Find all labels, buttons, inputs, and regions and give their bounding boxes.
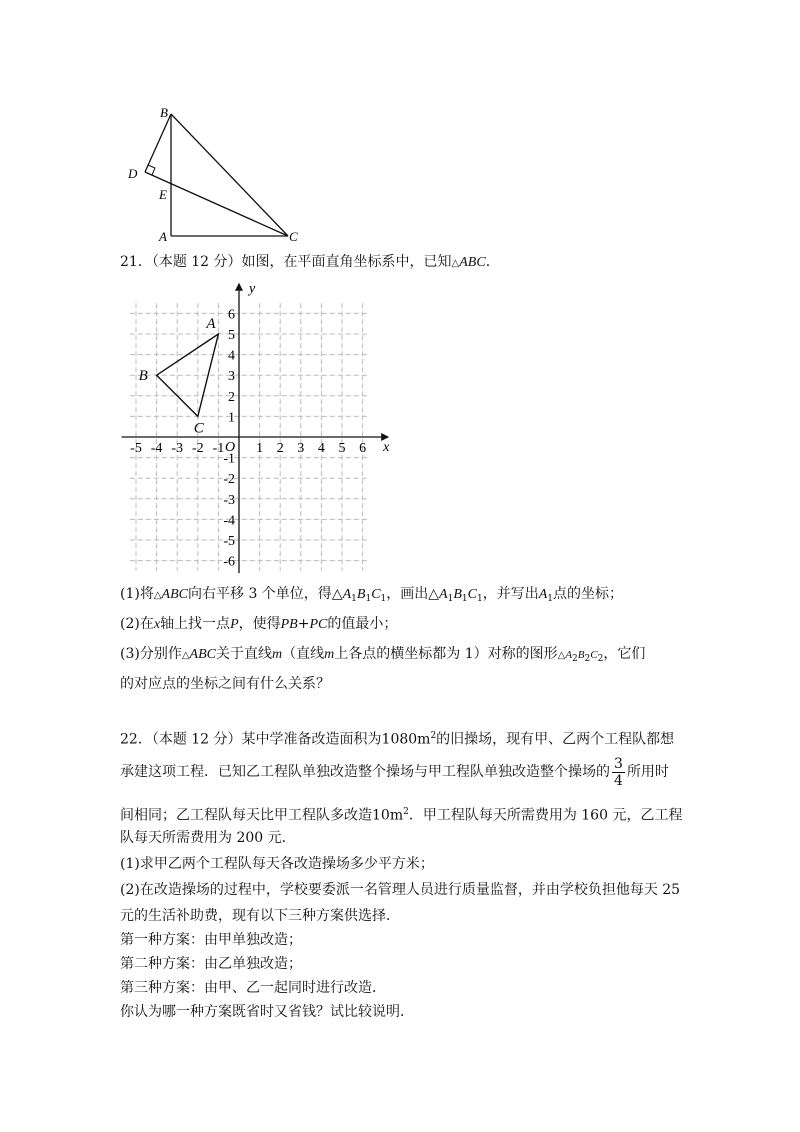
p1-i: ，画出 xyxy=(386,586,429,602)
x-tick-label: -1 xyxy=(212,441,225,456)
segment-bd xyxy=(145,114,171,172)
y-tick-label: -1 xyxy=(223,451,235,467)
y-tick-label: -3 xyxy=(223,492,235,508)
origin-label: O xyxy=(225,440,236,455)
p3-f: （直线 xyxy=(282,646,325,662)
x-tick-label: 1 xyxy=(256,441,264,456)
q22-line2 xyxy=(120,752,669,792)
segment-bc xyxy=(171,114,288,236)
x-tick-label: 6 xyxy=(359,441,367,456)
y-tick-label: 1 xyxy=(228,410,235,426)
y-tick-label: 2 xyxy=(228,389,235,405)
p1-a1-sub: 1 xyxy=(351,594,357,604)
p1-p: 点的坐标； xyxy=(553,586,624,602)
y-axis-arrow xyxy=(235,283,243,291)
p2-i: 的值最小； xyxy=(327,616,398,632)
q21-part3 xyxy=(120,644,645,669)
p1-c1-sub: 1 xyxy=(380,594,387,604)
vertex-label-b: B xyxy=(138,368,148,385)
q22-area-sup: 2 xyxy=(430,731,437,741)
p1-n: ，并写出 xyxy=(482,586,539,602)
q21-abc: ABC xyxy=(459,255,486,270)
p1-tri1: △ xyxy=(153,590,162,601)
x-tick-label: 3 xyxy=(297,441,305,456)
q22-line9: 第二种方案：由乙单独改造； xyxy=(120,956,302,972)
y-tick-label: 5 xyxy=(228,328,235,343)
p1-a: (1)将 xyxy=(120,586,154,602)
axes xyxy=(122,283,390,573)
q21-text: 21．（本题 12 分）如图，在平面直角坐标系中，已知 xyxy=(120,254,452,270)
vertex-label-c: C xyxy=(193,420,204,437)
p1-d: 向右平移 3 个单位，得 xyxy=(188,586,332,602)
p1-c1b-sub: 1 xyxy=(476,594,483,604)
fraction-three-quarters xyxy=(612,756,625,789)
p3-d: 关于直线 xyxy=(216,646,272,662)
segment-dc xyxy=(145,172,288,236)
p3-tri2: △ xyxy=(557,650,566,661)
p3-c2: C xyxy=(590,649,598,661)
frac-num: 3 xyxy=(614,755,623,772)
q22-l2a: 承建这项工程．已知乙工程队单独改造整个操场与甲工程队单独改造整个操场的 xyxy=(120,764,610,780)
q22-l3b: 10m xyxy=(372,807,404,824)
p1-b1b: B xyxy=(453,587,462,602)
p1-tri3: △ xyxy=(428,586,440,602)
q22-line4: 队每天所需费用为 200 元． xyxy=(120,830,296,846)
q21-part3-line2: 的对应点的坐标之间有什么关系？ xyxy=(120,676,330,692)
x-tick-label: -2 xyxy=(191,441,204,456)
label-c: C xyxy=(289,229,298,244)
p2-pb: PB xyxy=(280,617,298,632)
p3-b2: B xyxy=(577,649,585,661)
q22-l1a: 22．（本题 12 分）某中学准备改造面积为 xyxy=(120,731,382,748)
p1-b1-sub: 1 xyxy=(365,594,372,604)
y-tick-label: -4 xyxy=(223,513,235,529)
q22-l3c: ．甲工程队每天所需费用为 160 元，乙工程 xyxy=(408,807,683,824)
p3-a: (3)分别作 xyxy=(120,646,182,662)
triangle-figure xyxy=(120,100,310,248)
p3-a2: A xyxy=(565,649,573,661)
q22-line3 xyxy=(120,802,682,826)
q21-part1 xyxy=(120,584,623,609)
x-tick-label: 2 xyxy=(276,441,284,456)
x-tick-label: -3 xyxy=(171,441,184,456)
tick-labels xyxy=(130,282,390,570)
y-tick-label: 4 xyxy=(228,348,235,364)
p3-b2-sub: 2 xyxy=(584,654,591,664)
q22-line8: 第一种方案：由甲单独改造； xyxy=(120,932,302,948)
p1-c1b: C xyxy=(467,587,477,602)
q21-part2 xyxy=(120,614,397,635)
p2-p: P xyxy=(230,617,239,632)
p3-m2: m xyxy=(324,647,335,662)
q22-l3b-sup: 2 xyxy=(403,807,409,817)
p1-c1: C xyxy=(371,587,381,602)
p3-m: ，它们 xyxy=(603,646,646,662)
p1-b1: B xyxy=(356,587,366,602)
p1-a1b: A xyxy=(439,587,448,602)
label-b: B xyxy=(160,105,168,120)
p2-pc: PC xyxy=(309,617,328,632)
y-tick-label: -2 xyxy=(223,472,235,488)
x-tick-label: -5 xyxy=(130,441,142,456)
p1-a1c: A xyxy=(538,587,548,602)
y-tick-label: -5 xyxy=(223,534,235,549)
x-tick-label: 5 xyxy=(338,441,346,456)
vertex-label-a: A xyxy=(206,316,216,332)
q22-line1 xyxy=(120,726,674,750)
frac-den: 4 xyxy=(614,772,623,789)
triangle-symbol: △ xyxy=(451,258,460,269)
y-axis-label: y xyxy=(249,281,256,297)
p3-c2-sub: 2 xyxy=(597,654,604,664)
p3-tri1: △ xyxy=(181,650,190,661)
p1-a1c-sub: 1 xyxy=(547,594,554,604)
y-tick-label: 3 xyxy=(228,369,235,385)
q22-l2b: 所用时 xyxy=(626,764,669,780)
q21-period: ． xyxy=(485,254,500,270)
x-tick-label: 4 xyxy=(317,441,325,456)
p1-b1b-sub: 1 xyxy=(461,594,468,604)
q21-heading xyxy=(120,252,500,274)
p1-a1: A xyxy=(342,587,352,602)
label-d: D xyxy=(128,166,138,181)
p2-a: (2)在 xyxy=(120,616,154,632)
p1-abc: ABC xyxy=(161,587,188,602)
p2-x: x xyxy=(153,617,161,632)
p1-a1b-sub: 1 xyxy=(447,594,454,604)
p3-a2-sub: 2 xyxy=(572,654,578,664)
x-tick-label: -4 xyxy=(150,441,163,456)
q22-line7: 元的生活补助费，现有以下三种方案供选择． xyxy=(120,908,400,924)
x-axis-label: x xyxy=(383,440,390,455)
q22-l3a: 间相同；乙工程队每天比甲工程队多改造 xyxy=(120,807,372,824)
p3-m1: m xyxy=(272,647,283,662)
y-tick-label: 6 xyxy=(228,307,235,323)
q22-line11: 你认为哪一种方案既省时又省钱？试比较说明． xyxy=(120,1004,414,1020)
label-e: E xyxy=(159,187,167,202)
q22-l1c: 的旧操场，现有甲、乙两个工程队都想 xyxy=(436,731,675,748)
q22-area: 1080m xyxy=(381,731,431,748)
p2-plus: + xyxy=(297,616,310,632)
q22-line10: 第三种方案：由甲、乙一起同时进行改造． xyxy=(120,980,386,996)
p2-e: ，使得 xyxy=(238,616,281,632)
q22-line6: (2)在改造操场的过程中，学校要委派一名管理人员进行质量监督，并由学校负担他每天 25 xyxy=(120,882,681,898)
p2-c: 轴上找一点 xyxy=(160,616,231,632)
y-tick-label: -6 xyxy=(223,554,235,570)
label-a: A xyxy=(159,229,167,244)
p1-tri2: △ xyxy=(331,586,343,602)
coordinate-grid xyxy=(115,280,405,580)
p3-h: 上各点的横坐标都为 1）对称的图形 xyxy=(334,646,558,662)
p3-abc: ABC xyxy=(189,647,216,662)
q22-line5: (1)求甲乙两个工程队每天各改造操场多少平方米； xyxy=(120,856,434,872)
